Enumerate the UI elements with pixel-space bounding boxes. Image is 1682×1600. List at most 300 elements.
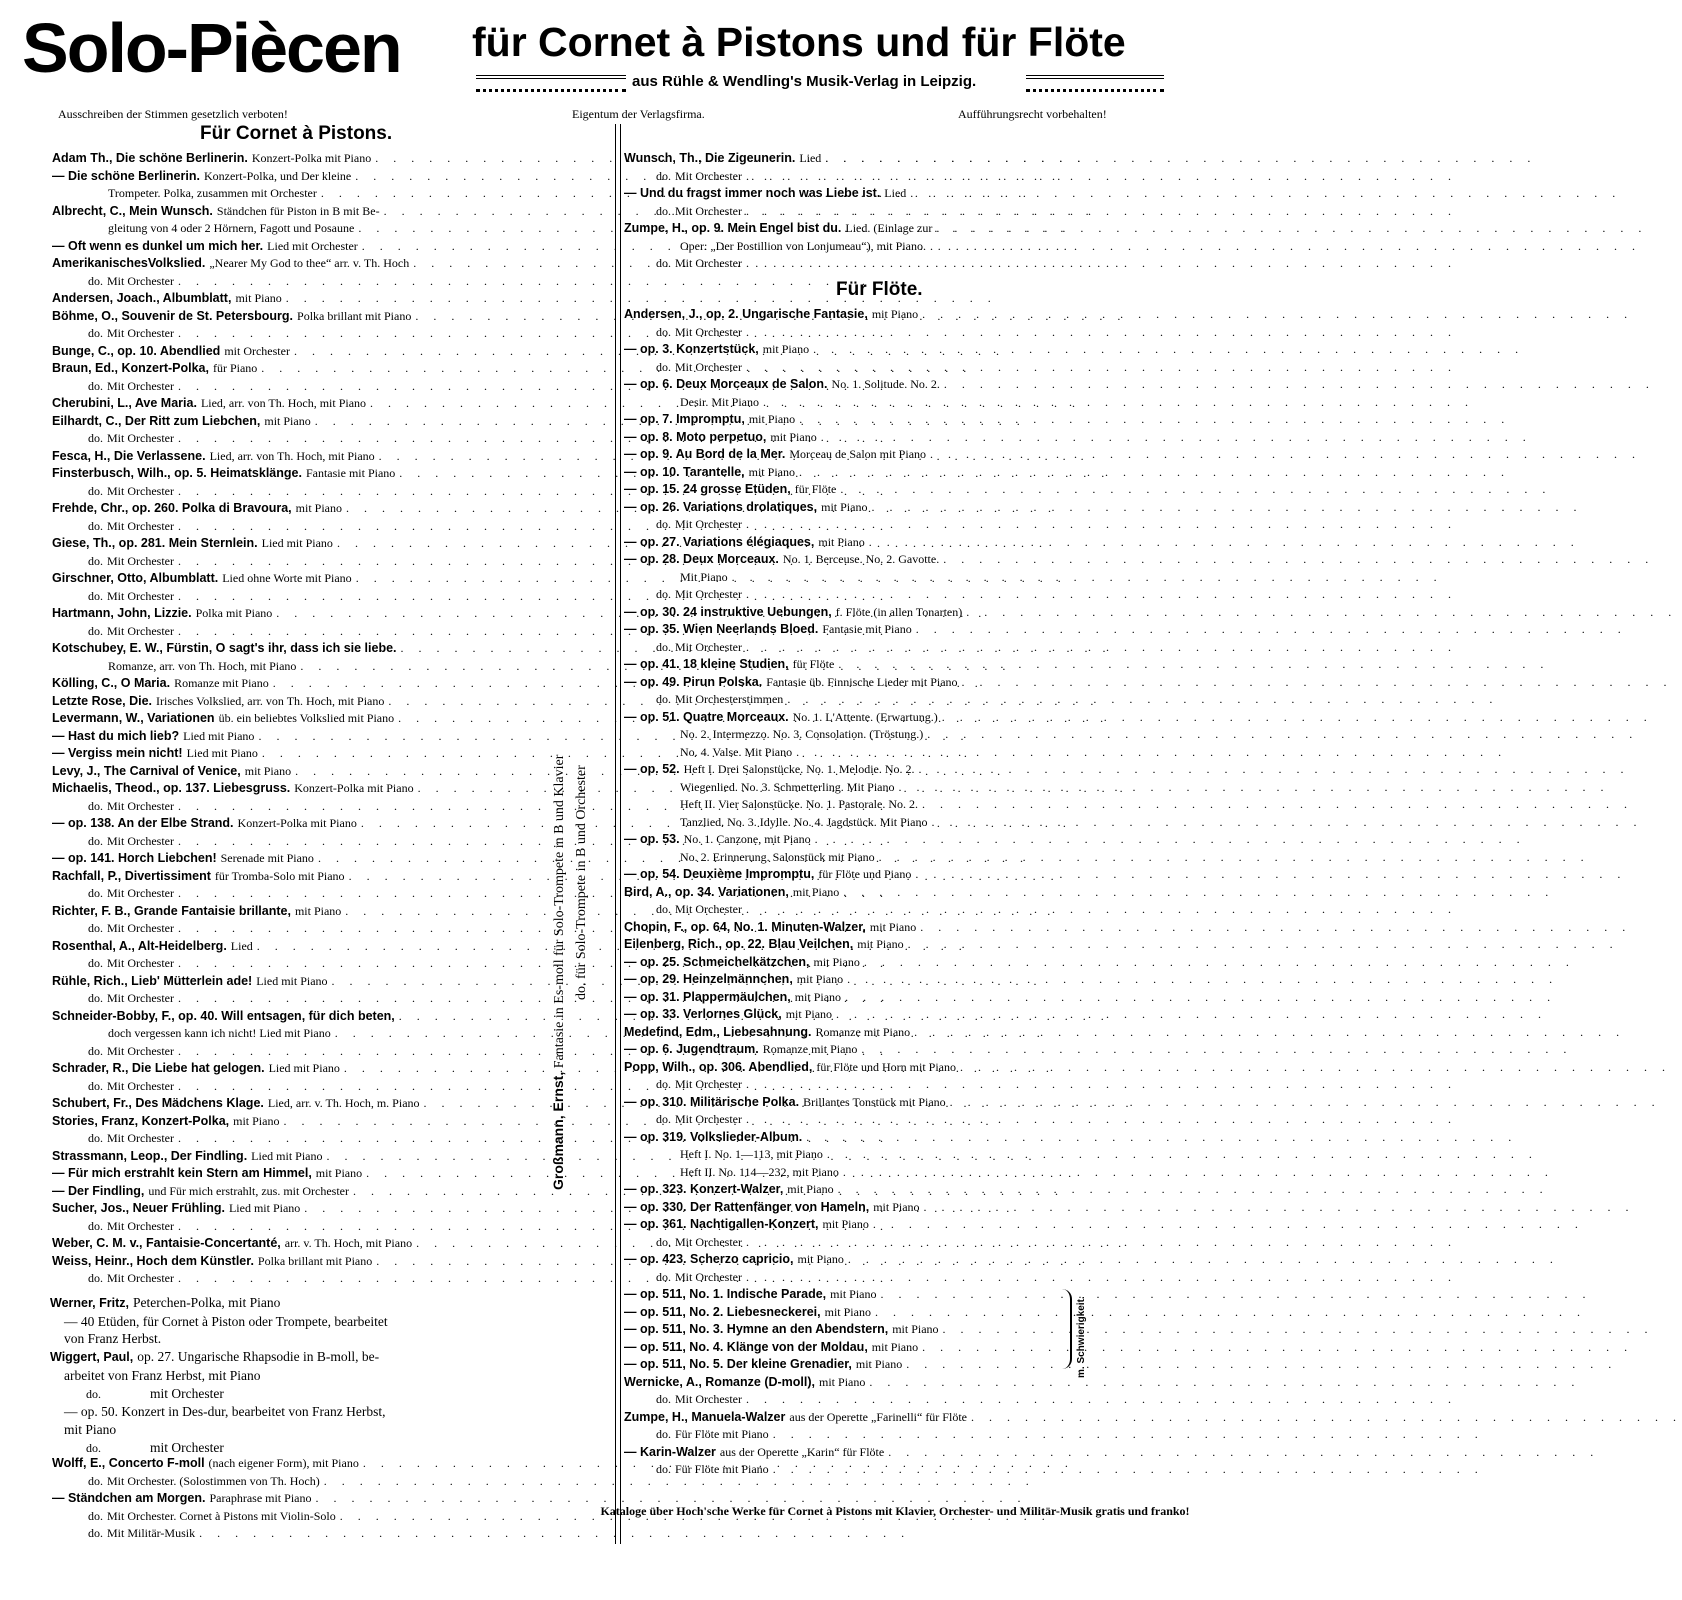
catalog-entry [624, 1181, 1092, 1199]
catalog-entry [624, 936, 1092, 954]
entry-note: Irisches Volkslied, arr. von Th. Hoch, mit Piano [156, 693, 385, 708]
leader-dots [759, 394, 1474, 412]
entry-note: mit Piano [770, 429, 817, 444]
leader-dots [926, 238, 1641, 256]
entry-title: — op. 361. Nachtigallen-Konzert, [624, 1217, 819, 1231]
leader-dots [843, 971, 1558, 989]
catalog-entry [52, 675, 522, 693]
catalog-entry [624, 691, 1092, 709]
entry-note: Mit Orchester [107, 1271, 174, 1285]
entry-note: mit Piano [813, 954, 860, 969]
leader-dots [938, 709, 1653, 727]
entry-title: do. [88, 623, 103, 638]
catalog-entry [52, 833, 522, 851]
entry-title: AmerikanischesVolkslied. [52, 256, 206, 270]
entry-note: Lied [884, 186, 907, 200]
entry-title: do. [88, 1473, 103, 1488]
entry-note: Heft I. Drei Salonstücke. No. 1. Melodie. No. 2. [683, 762, 915, 776]
catalog-entry [52, 1253, 522, 1271]
catalog-entry [624, 551, 1092, 569]
entry-title: — Ständchen am Morgen. [52, 1491, 206, 1505]
entry-note: mit Piano [871, 1339, 919, 1354]
catalog-entry [52, 1473, 522, 1491]
entry-note: mit Piano [819, 1374, 866, 1389]
catalog-entry [52, 728, 522, 746]
catalog-entry [624, 429, 1092, 447]
entry-note: Lied ohne Worte mit Piano [222, 571, 352, 585]
catalog-entry [52, 518, 522, 536]
flute-heading: Für Flöte. [836, 279, 923, 300]
leader-dots [939, 551, 1654, 569]
entry-note: Mit Orchesterstimmen [675, 692, 784, 706]
leader-dots [894, 779, 1609, 797]
entry-note: Mit Orchester [675, 1269, 742, 1284]
catalog-entry [624, 639, 1092, 657]
entry-title: Medefind, Edm., Liebesahnung. [624, 1024, 812, 1039]
entry-note: Mit Orchester [675, 1077, 742, 1091]
entry-title: Zumpe, H., op. 9. Mein Engel bist du. [624, 221, 842, 235]
catalog-entry [624, 394, 1092, 412]
entry-note: Mit Orchester [107, 956, 174, 970]
catalog-entry [624, 1024, 1092, 1042]
entry-note: Oper: „Der Postillion von Lonjumeau“), mit Piano. [680, 238, 926, 253]
catalog-entry [52, 553, 522, 571]
leader-dots [940, 376, 1655, 394]
leader-dots [875, 849, 1590, 867]
entry-note: mit Piano [233, 1113, 280, 1128]
entry-note: mit Piano [235, 291, 282, 305]
entry-note: aus der Operette „Farinelli“ für Flöte [789, 1409, 967, 1424]
entry-title: Adam Th., Die schöne Berlinerin. [52, 151, 248, 165]
entry-title: do. [656, 359, 671, 374]
entry-title: Rosenthal, A., Alt-Heidelberg. [52, 938, 227, 953]
catalog-entry [52, 325, 522, 343]
entry-note: Mit Orchester [675, 359, 742, 374]
entry-note: Mit Orchester [675, 1112, 742, 1126]
catalog-entry [624, 1269, 1092, 1287]
entry-title: Wolff, E., Concerto F-moll [52, 1456, 205, 1470]
leader-dots [834, 1181, 1549, 1199]
leader-dots [742, 901, 1457, 919]
entry-note: doch vergessen kann ich nicht! Lied mit Piano [108, 1026, 331, 1040]
entry-title: Michaelis, Theod., op. 137. Liebesgruss. [52, 781, 291, 795]
catalog-entry [50, 1367, 524, 1385]
leader-dots [844, 1251, 1559, 1269]
leader-dots [932, 220, 1647, 238]
entry-note: mit Piano [264, 413, 311, 428]
leader-dots [912, 621, 1627, 639]
catalog-entry [52, 938, 522, 956]
entry-note: Für Flöte mit Piano [675, 1427, 769, 1441]
entry-title: — op. 41. 18 kleine Studien, [624, 657, 789, 671]
entry-note: Konzert-Polka mit Piano [294, 781, 414, 795]
leader-dots [918, 306, 1633, 324]
entry-note: mit Piano [869, 919, 917, 934]
catalog-entry [624, 1444, 1092, 1462]
entry-title: Letzte Rose, Die. [52, 693, 153, 708]
entry-title: — op. 138. An der Elbe Strand. [52, 816, 234, 830]
entry-title: — op. 28. Deux Morceaux. [624, 552, 779, 566]
leader-dots [920, 1199, 1635, 1217]
leader-dots [742, 1076, 1457, 1094]
page-subtitle: für Cornet à Pistons und für Flöte [472, 19, 1126, 65]
entry-note: Romanze mit Piano [762, 1042, 858, 1056]
entry-title: do. [88, 1131, 103, 1145]
entry-title: Fesca, H., Die Verlassene. [52, 448, 206, 463]
entry-title: Bird, A., op. 34. Variationen, [624, 884, 789, 899]
catalog-entry [624, 1461, 1092, 1479]
cornet-tail-list [52, 1455, 522, 1543]
catalog-entry [624, 831, 1092, 849]
entry-title: — op. 511, No. 3. Hymne an den Abendstern, [624, 1322, 889, 1336]
catalog-entry [50, 1421, 524, 1439]
catalog-entry [624, 411, 1092, 429]
leader-dots [918, 1339, 1633, 1357]
entry-note: No. 2. Erinnerung. Salonstück mit Piano [680, 849, 875, 864]
entry-note: Lied [230, 938, 253, 953]
catalog-entry [50, 1385, 524, 1404]
entry-note: mit Piano [294, 903, 342, 918]
catalog-entry [624, 255, 1092, 273]
entry-title: Wernicke, A., Romanze (D-moll), [624, 1374, 816, 1389]
entry-title: — op. 30. 24 instruktive Uebungen, [624, 604, 832, 619]
entry-title: do. [88, 921, 103, 935]
catalog-entry [624, 1251, 1092, 1269]
catalog-entry [624, 569, 1092, 587]
entry-title: do. [88, 518, 103, 533]
entry-note: Lied, arr. von Th. Hoch, mit Piano [200, 396, 367, 410]
catalog-entry [624, 203, 1092, 221]
leader-dots [783, 691, 1498, 709]
entry-note: für Flöte und Horn mit Piano [816, 1059, 956, 1074]
entry-title: Zumpe, H., Manuela-Walzer [624, 1409, 786, 1424]
entry-note: mit Piano [796, 972, 844, 986]
catalog-entry [624, 1111, 1092, 1129]
leader-dots [742, 1234, 1457, 1252]
entry-title: do. [656, 203, 671, 218]
entry-note: Mit Orchester [107, 588, 174, 603]
entry-note: gleitung von 4 oder 2 Hörnern, Fagott und Posaune [108, 221, 355, 235]
entry-title: Levermann, W., Variationen [52, 711, 215, 725]
column-divider [615, 124, 621, 1544]
leader-dots [867, 499, 1582, 517]
catalog-entry [52, 1200, 522, 1218]
entry-title: Girschner, Otto, Albumblatt. [52, 571, 219, 585]
entry-note: Polka brillant mit Piano [257, 1253, 373, 1268]
entry-note: Mit Orchester [675, 256, 742, 270]
entry-title: do. [88, 956, 103, 970]
leader-dots [860, 954, 1575, 972]
catalog-entry [624, 621, 1092, 639]
entry-title: — Die schöne Berlinerin. [52, 168, 200, 183]
entry-note: mit Piano [818, 534, 865, 549]
catalog-entry [624, 989, 1092, 1007]
catalog-entry [52, 220, 522, 238]
entry-note: Fantasie mit Piano [305, 466, 396, 480]
entry-note: Mit Orchester [107, 991, 174, 1005]
leader-dots [795, 411, 1510, 429]
leader-dots [742, 255, 1457, 273]
entry-title: Cherubini, L., Ave Maria. [52, 396, 197, 410]
leader-dots [742, 203, 1457, 221]
catalog-entry [52, 623, 522, 641]
leader-dots [742, 1269, 1457, 1287]
catalog-entry [624, 1059, 1092, 1077]
catalog-entry [52, 605, 522, 623]
entry-title: — op. 25. Schmeichelkätzchen, [624, 954, 810, 969]
note-center: Eigentum der Verlagsfirma. [572, 107, 705, 121]
entry-title: — Karin-Walzer [624, 1444, 716, 1459]
entry-title: Albrecht, C., Mein Wunsch. [52, 203, 213, 218]
catalog-entry [624, 516, 1092, 534]
entry-title: Weber, C. M. v., Fantaisie-Concertanté, [52, 1236, 281, 1250]
catalog-entry [624, 464, 1092, 482]
entry-title: do. [656, 902, 671, 916]
leader-dots [174, 273, 889, 291]
entry-title: Rachfall, P., Divertissiment [52, 868, 211, 883]
page-title: Solo-Piècen [22, 9, 401, 87]
catalog-entry [624, 1304, 1092, 1322]
catalog-entry [52, 465, 522, 483]
entry-title: — op. 6. Jugendtraum. [624, 1042, 759, 1056]
entry-title: — op. 3. Konzertstück, [624, 342, 759, 356]
catalog-entry [624, 1339, 1092, 1357]
entry-note: Fantasie mit Piano [822, 622, 912, 636]
catalog-entry [624, 446, 1092, 464]
entry-note: Mit Orchester [675, 324, 742, 339]
catalog-entry [624, 1321, 1092, 1339]
entry-title: Schubert, Fr., Des Mädchens Klage. [52, 1096, 264, 1110]
entry-note: Mit Orchester [675, 168, 742, 183]
entry-title: do. [88, 1218, 103, 1233]
leader-dots [958, 674, 1673, 692]
leader-dots [823, 1146, 1538, 1164]
entry-note: Lied. (Einlage zur [845, 221, 933, 235]
note-right: Aufführungsrecht vorbehalten! [958, 107, 1107, 121]
entry-title: do. [656, 1234, 671, 1249]
leader-dots [742, 1391, 1457, 1409]
entry-note: Polka mit Piano [195, 606, 273, 620]
catalog-entry [52, 290, 522, 308]
leader-dots [728, 569, 1443, 587]
leader-dots [742, 639, 1457, 657]
catalog-entry [624, 1286, 1092, 1304]
catalog-entry [52, 588, 522, 606]
entry-title: — op. 33. Verlornes Glück, [624, 1007, 782, 1021]
leader-dots [956, 1059, 1671, 1077]
catalog-entry [52, 1078, 522, 1096]
entry-note: üb. ein beliebtes Volkslied mit Piano [218, 711, 395, 725]
entry-title: Giese, Th., op. 281. Mein Sternlein. [52, 536, 258, 550]
catalog-entry [52, 395, 522, 413]
leader-dots [817, 429, 1532, 447]
entry-note: mit Piano [857, 937, 904, 951]
entry-note: (nach eigener Form), mit Piano [208, 1456, 359, 1470]
entry-title: do. [656, 1462, 671, 1476]
entry-note: Lied mit Orchester [267, 238, 358, 253]
leader-dots [927, 814, 1642, 832]
entry-note: f. Flöte (in allen Tonarten) [835, 604, 963, 619]
leader-dots [811, 831, 1526, 849]
entry-note: Peterchen-Polka, mit Piano [132, 1295, 281, 1310]
catalog-entry [624, 150, 1092, 168]
entry-title: — op. 7. Impromptu, [624, 412, 745, 426]
entry-title: Sucher, Jos., Neuer Frühling. [52, 1201, 225, 1215]
entry-title: — op. 330. Der Rattenfänger von Hameln, [624, 1199, 870, 1214]
entry-title: — Und du fragst immer noch was Liebe ist. [624, 186, 881, 200]
entry-title: do. [88, 1526, 103, 1540]
leader-dots [939, 1321, 1654, 1339]
entry-note: mit Piano [821, 499, 868, 514]
entry-note: Mit Militär-Musik [107, 1526, 196, 1540]
entry-note: Lied mit Piano [261, 536, 333, 550]
entry-title: — op. 31. Plappermäulchen, [624, 989, 791, 1004]
entry-note: mit Piano [830, 1287, 877, 1301]
entry-note: mit Piano [855, 1357, 903, 1371]
leader-dots [923, 726, 1638, 744]
entry-note: Mit Orchester [107, 378, 174, 393]
entry-note: mit Piano [787, 1182, 834, 1196]
catalog-entry [624, 1146, 1092, 1164]
entry-note: No. 4. Valse. Mit Piano [680, 744, 793, 759]
entry-title: do. [88, 483, 103, 498]
leader-dots [742, 168, 1457, 186]
entry-note: Konzert-Polka mit Piano [237, 816, 357, 830]
catalog-entry [50, 1330, 524, 1348]
entry-title: Weiss, Heinr., Hoch dem Künstler. [52, 1253, 254, 1268]
catalog-entry [624, 1006, 1092, 1024]
entry-title: do. [88, 1043, 103, 1058]
entry-note: Lied mit Piano [268, 1061, 340, 1075]
leader-dots [918, 796, 1633, 814]
entry-title: Böhme, O., Souvenir de St. Petersbourg. [52, 308, 294, 323]
catalog-entry [624, 341, 1092, 359]
leader-dots [911, 866, 1626, 884]
catalog-entry [624, 1374, 1092, 1392]
entry-note: mit Piano [824, 1304, 871, 1319]
entry-note: Trompeter. Polka, zusammen mit Orchester [108, 186, 317, 200]
catalog-entry [52, 955, 522, 973]
entry-title: Eilenberg, Rich., op. 22. Blau Veilchen, [624, 937, 854, 951]
brace [1060, 1289, 1072, 1369]
catalog-entry [624, 726, 1092, 744]
entry-note: Romanze mit Piano [174, 676, 269, 690]
entry-note: Heft II. Vier Salonstücke. No. 1. Pastorale. No. 2. [680, 797, 919, 811]
entry-note: Mit Orchester [107, 833, 174, 848]
catalog-entry [52, 308, 522, 326]
catalog-entry [624, 849, 1092, 867]
entry-note: Tanzlied. No. 3. Idylle. No. 4. Jagdstück. Mit Piano [680, 814, 928, 829]
catalog-entry [624, 1199, 1092, 1217]
entry-note: Mit Orchester [675, 1234, 742, 1249]
entry-note: mit Piano [797, 1252, 844, 1266]
catalog-entry [624, 971, 1092, 989]
leader-dots [836, 481, 1551, 499]
entry-note: Mit Orchester [675, 1392, 742, 1406]
catalog-entry [624, 185, 1092, 203]
entry-note: Lied, arr. von Th. Hoch, mit Piano [209, 448, 375, 463]
catalog-entry [624, 1164, 1092, 1182]
leader-dots [915, 761, 1630, 779]
entry-title: Kölling, C., O Maria. [52, 676, 171, 690]
entry-note: Mit Orchester. (Solostimmen von Th. Hoch) [107, 1473, 320, 1488]
entry-note: Heft I. No. 1—113, mit Piano [680, 1147, 823, 1161]
leader-dots [821, 150, 1536, 168]
entry-title: Eilhardt, C., Der Ritt zum Liebchen, [52, 413, 261, 428]
entry-note: Lied, arr. v. Th. Hoch, m. Piano [267, 1096, 420, 1110]
catalog-entry [624, 220, 1092, 238]
catalog-entry [624, 814, 1092, 832]
catalog-entry [624, 709, 1092, 727]
entry-note: Serenade mit Piano [220, 851, 314, 865]
entry-title: Andersen, J., op. 2. Ungarische Fantasie, [624, 307, 868, 321]
entry-title: do. [88, 798, 103, 813]
catalog-entry [52, 430, 522, 448]
entry-title: do. [88, 1078, 103, 1093]
leader-dots [742, 1111, 1457, 1129]
entry-note: für Flöte [794, 482, 837, 496]
catalog-entry [52, 1113, 522, 1131]
leader-dots [877, 1286, 1592, 1304]
catalog-entry [52, 168, 522, 186]
entry-title: Strassmann, Leop., Der Findling. [52, 1148, 248, 1163]
entry-note: Mit Orchester [107, 273, 174, 288]
catalog-entry [52, 745, 522, 763]
entry-title: do. [656, 256, 671, 270]
entry-note: arr. v. Th. Hoch, mit Piano [284, 1236, 413, 1250]
entry-note: — 40 Etüden, für Cornet à Piston oder Trompete, bearbeitet [64, 1313, 388, 1329]
footer-note: Kataloge über Hoch'sche Werke für Cornet à Pistons mit Klavier, Orchester- und Militär-Musik gratis und franko! [600, 1504, 1190, 1518]
catalog-entry [624, 586, 1092, 604]
catalog-entry [52, 1008, 522, 1026]
catalog-entry [624, 604, 1092, 622]
entry-title: do. [88, 553, 103, 568]
flute-list [624, 306, 1092, 1479]
leader-dots [946, 1094, 1661, 1112]
entry-note: op. 27. Ungarische Rhapsodie in B-moll, be- [137, 1349, 380, 1365]
leader-dots [792, 744, 1507, 762]
entry-note: Mit Orchester [107, 431, 174, 445]
catalog-entry [52, 640, 522, 658]
entry-note: Lied mit Piano [256, 973, 328, 988]
catalog-entry [52, 1183, 522, 1201]
entry-title: Wiggert, Paul, [50, 1350, 134, 1365]
catalog-entry [52, 1095, 522, 1113]
entry-note: Ständchen für Piston in B mit Be- [216, 203, 380, 218]
entry-note: mit Piano [64, 1421, 117, 1437]
entry-note: „Nearer My God to thee“ arr. v. Th. Hoch [209, 256, 410, 270]
catalog-entry [52, 1130, 522, 1148]
entry-title: — Hast du mich lieb? [52, 728, 180, 743]
entry-title: do. [656, 1392, 671, 1406]
entry-title: do. [88, 1508, 103, 1523]
catalog-entry [624, 324, 1092, 342]
entry-title: do. [656, 1112, 671, 1126]
entry-note: mit Piano [892, 1322, 939, 1336]
catalog-entry [624, 1356, 1092, 1374]
entry-title: Stories, Franz, Konzert-Polka, [52, 1113, 230, 1128]
entry-title: — op. 511, No. 2. Liebesneckerei, [624, 1304, 821, 1319]
catalog-entry [52, 815, 522, 833]
catalog-entry [624, 1409, 1092, 1427]
entry-title: do. [88, 273, 103, 288]
entry-note: Mit Orchester [107, 886, 174, 900]
catalog-entry [52, 850, 522, 868]
entry-title: — op. 26. Variations drolatiques, [624, 499, 818, 514]
entry-title: — op. 141. Horch Liebchen! [52, 851, 217, 865]
entry-note: Mit Orchester [107, 798, 174, 813]
catalog-entry [52, 1525, 522, 1543]
